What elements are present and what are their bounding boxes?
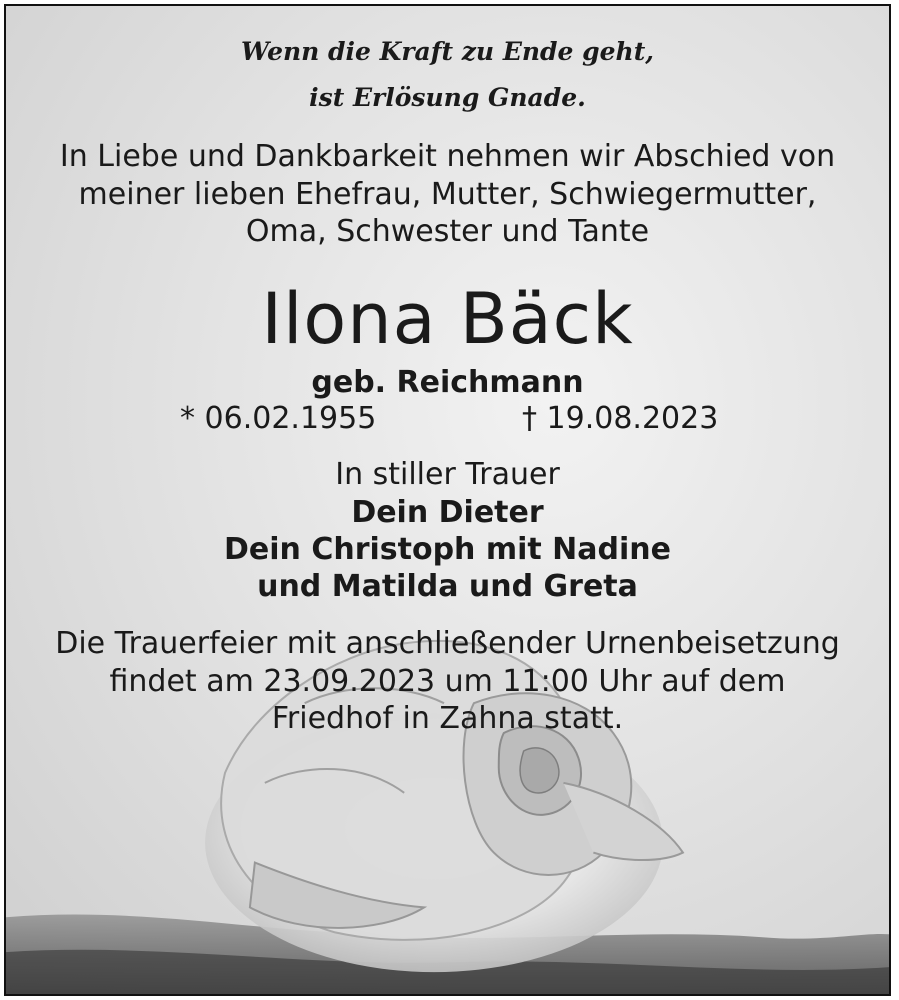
deceased-name: Ilona Bäck: [261, 278, 634, 360]
birth-date: * 06.02.1955: [180, 401, 377, 436]
obituary-frame: [4, 4, 891, 996]
intro-line-3: Oma, Schwester und Tante: [245, 214, 650, 249]
funeral-line-2: findet am 23.09.2023 um 11:00 Uhr auf dem: [109, 664, 786, 699]
mourners-heading: In stiller Trauer: [335, 457, 560, 492]
motto-line-2: ist Erlösung Gnade.: [309, 83, 586, 112]
intro-line-1: In Liebe und Dankbarkeit nehmen wir Abschied von: [59, 139, 836, 174]
motto-line-1: Wenn die Kraft zu Ende geht,: [241, 37, 654, 66]
death-date: † 19.08.2023: [522, 401, 719, 436]
mourner-line-3: und Matilda und Greta: [257, 569, 638, 604]
birth-name: geb. Reichmann: [311, 365, 584, 400]
intro-line-2: meiner lieben Ehefrau, Mutter, Schwiegermutter,: [78, 177, 817, 212]
funeral-line-3: Friedhof in Zahna statt.: [271, 701, 624, 736]
life-dates: [6, 401, 889, 444]
funeral-line-1: Die Trauerfeier mit anschließender Urnenbeisetzung: [55, 626, 840, 661]
mourner-line-2: Dein Christoph mit Nadine: [223, 532, 671, 567]
mourner-line-1: Dein Dieter: [351, 495, 544, 530]
